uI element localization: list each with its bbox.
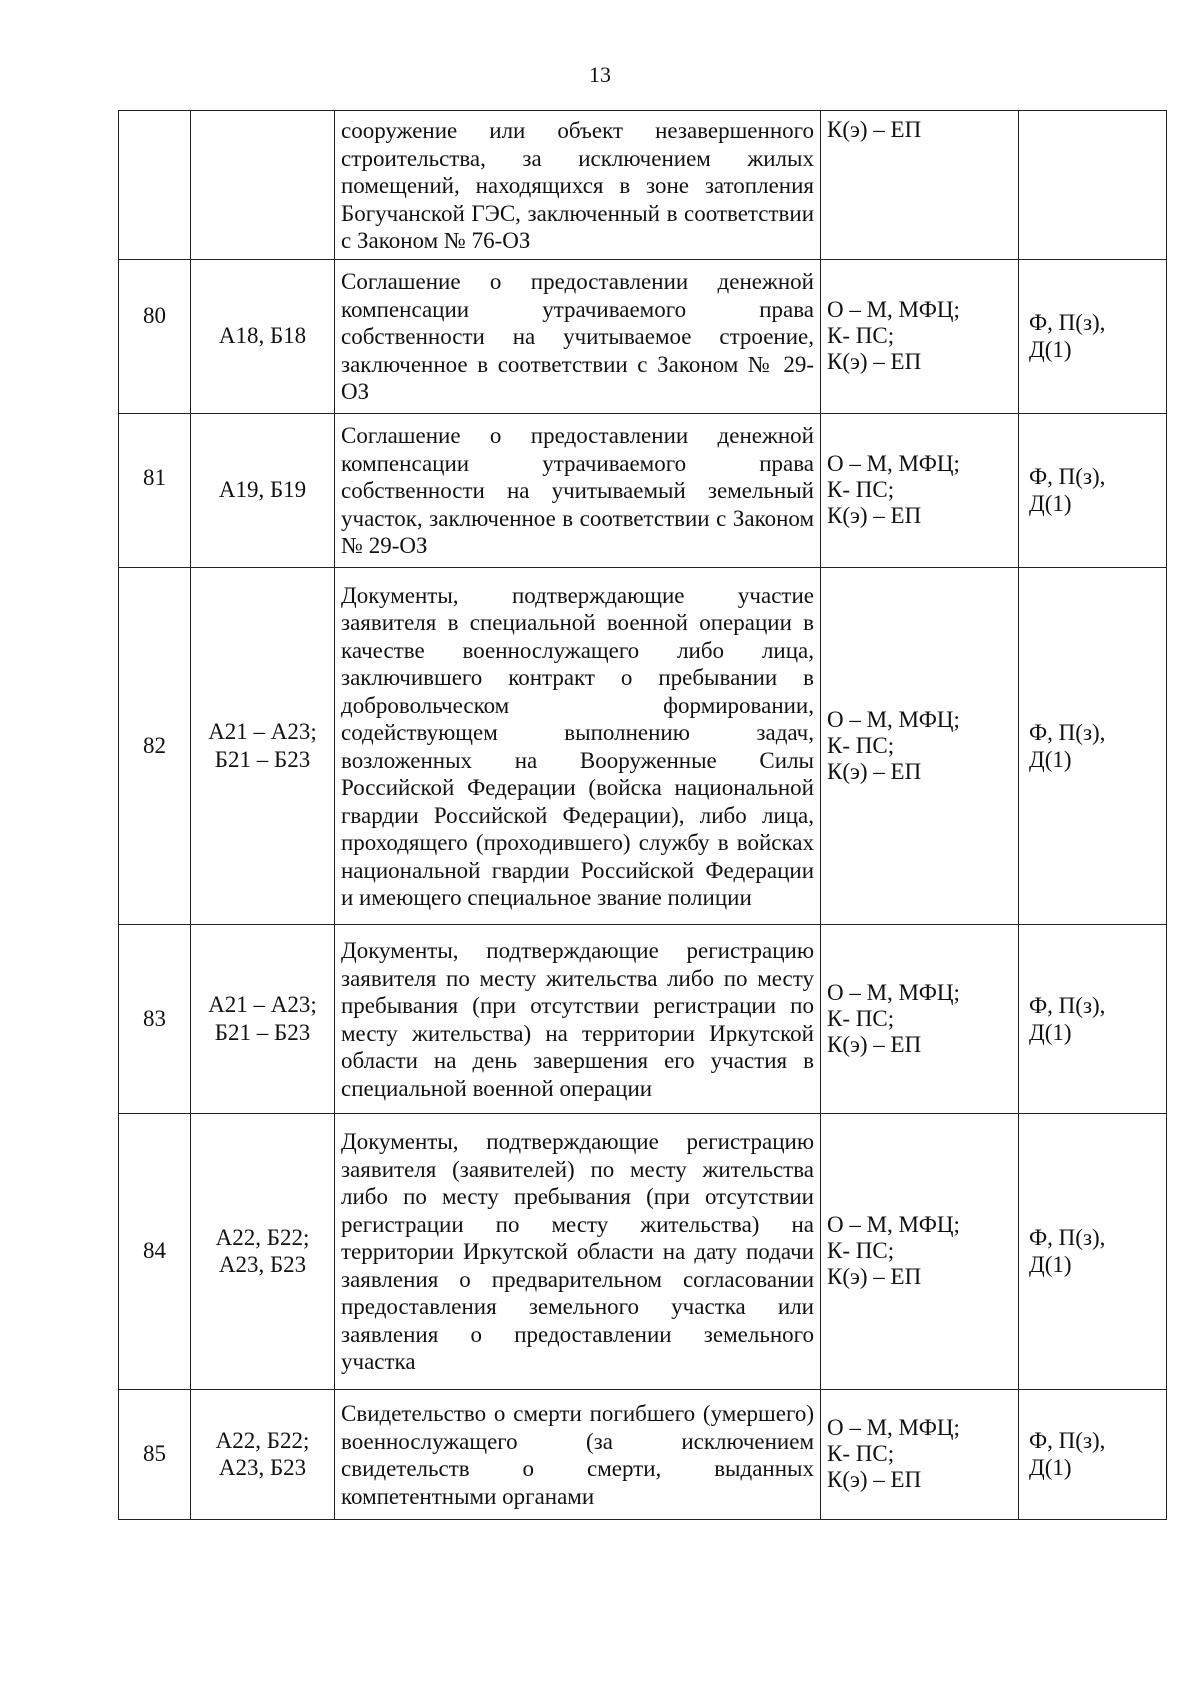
code-line: А21 – А23; <box>208 992 317 1017</box>
row-number <box>119 111 191 260</box>
submission-line: К(э) – ЕП <box>827 1264 922 1289</box>
table-row <box>119 567 1167 924</box>
row-codes <box>191 111 335 260</box>
row-form <box>1019 924 1167 1113</box>
submission-line: К(э) – ЕП <box>827 1467 922 1492</box>
form-line: Ф, П(з), <box>1029 1428 1106 1453</box>
form-line: Ф, П(з), <box>1029 464 1106 489</box>
row-form <box>1019 567 1167 924</box>
row-document: Соглашение о предоставлении денежной компенсации утрачиваемого права собственности на учитываемый земельный участок, заключенное в соответствии с Законом № 29-ОЗ <box>335 413 821 567</box>
row-document: сооружение или объект незавершенного строительства, за исключением жилых помещений, находящихся в зоне затопления Богучанской ГЭС, заключенный в соответствии с Законом № 76-ОЗ <box>335 111 821 260</box>
submission-line: О – М, МФЦ; <box>827 706 960 732</box>
submission-line: К(э) – ЕП <box>827 758 922 784</box>
row-submission <box>821 259 1019 413</box>
form-line: Ф, П(з), <box>1029 310 1106 335</box>
form-line: Д(1) <box>1029 491 1072 516</box>
table-row <box>119 1113 1167 1389</box>
row-form <box>1019 413 1167 567</box>
row-codes <box>191 259 335 413</box>
page-number: 13 <box>589 62 611 87</box>
code-line: А22, Б22; <box>215 1427 310 1453</box>
form-line: Д(1) <box>1029 1455 1072 1480</box>
row-form <box>1019 1389 1167 1519</box>
submission-line: О – М, МФЦ; <box>827 1415 960 1440</box>
row-codes <box>191 1113 335 1389</box>
form-line: Ф, П(з), <box>1029 719 1106 745</box>
documents-table <box>118 110 1167 1520</box>
row-codes <box>191 1389 335 1519</box>
submission-line: К- ПС; <box>827 1441 895 1466</box>
submission-line: К(э) – ЕП <box>827 1031 922 1057</box>
row-submission <box>821 567 1019 924</box>
row-submission <box>821 1113 1019 1389</box>
submission-line: К(э) – ЕП <box>827 349 922 374</box>
submission-line: К- ПС; <box>827 323 895 348</box>
row-number: 82 <box>119 567 191 924</box>
code-line: А21 – А23; <box>208 719 317 744</box>
row-number: 84 <box>119 1113 191 1389</box>
code-line: А18, Б18 <box>218 323 307 349</box>
submission-line: К- ПС; <box>827 1238 895 1263</box>
row-submission <box>821 924 1019 1113</box>
row-submission <box>821 1389 1019 1519</box>
submission-line: К- ПС; <box>827 477 895 502</box>
row-number: 85 <box>119 1389 191 1519</box>
row-number: 83 <box>119 924 191 1113</box>
row-document: Документы, подтверждающие регистрацию заявителя по месту жительства либо по месту пребывания (при отсутствии регистрации по месту жительства) на территории Иркутской области на день завершения его участия в специальной военной операции <box>335 924 821 1113</box>
code-line: Б21 – Б23 <box>214 746 311 772</box>
documents-table-body <box>119 111 1167 1520</box>
row-number: 81 <box>119 413 191 567</box>
form-line: Д(1) <box>1029 746 1072 772</box>
code-line: Б21 – Б23 <box>214 1019 311 1045</box>
submission-line: К(э) – ЕП <box>827 503 922 528</box>
submission-line: К(э) – ЕП <box>827 117 922 142</box>
row-submission <box>821 413 1019 567</box>
row-document: Документы, подтверждающие регистрацию заявителя (заявителей) по месту жительства либо по месту пребывания (при отсутствии регистрации по месту жительства) на территории Иркутской области на дату подачи заявления о предварительном согласовании предоставления земельного участка или заявления о предоставлении земельного участка <box>335 1113 821 1389</box>
submission-line: О – М, МФЦ; <box>827 297 960 322</box>
row-codes <box>191 567 335 924</box>
submission-line: К- ПС; <box>827 1005 895 1031</box>
row-codes <box>191 924 335 1113</box>
table-row <box>119 413 1167 567</box>
row-form <box>1019 1113 1167 1389</box>
submission-line: К- ПС; <box>827 732 895 758</box>
table-row <box>119 924 1167 1113</box>
code-line: А23, Б23 <box>218 1252 307 1277</box>
row-form <box>1019 111 1167 260</box>
code-line: А19, Б19 <box>218 477 307 503</box>
row-document: Документы, подтверждающие участие заявителя в специальной военной операции в качестве военнослужащего либо лица, заключившего контракт о пребывании в добровольческом формировании, содействующем выполнению задач, возложенных на Вооруженные Силы Российской Федерации (войска национальной гвардии Российской Федерации), либо лица, проходящего (проходившего) службу в войсках национальной гвардии Российской Федерации и имеющего специальное звание полиции <box>335 567 821 924</box>
form-line: Ф, П(з), <box>1029 992 1106 1018</box>
submission-line: О – М, МФЦ; <box>827 1212 960 1237</box>
form-line: Ф, П(з), <box>1029 1225 1106 1250</box>
table-row <box>119 111 1167 260</box>
form-line: Д(1) <box>1029 337 1072 362</box>
row-codes <box>191 413 335 567</box>
form-line: Д(1) <box>1029 1019 1072 1045</box>
row-form <box>1019 259 1167 413</box>
row-document: Свидетельство о смерти погибшего (умершего) военнослужащего (за исключением свидетельств о смерти, выданных компетентными органами <box>335 1389 821 1519</box>
code-line: А23, Б23 <box>218 1455 307 1480</box>
table-row <box>119 1389 1167 1519</box>
form-line: Д(1) <box>1029 1252 1072 1277</box>
row-document: Соглашение о предоставлении денежной компенсации утрачиваемого права собственности на учитываемое строение, заключенное в соответствии с Законом № 29-ОЗ <box>335 259 821 413</box>
code-line: А22, Б22; <box>215 1224 310 1250</box>
table-row <box>119 259 1167 413</box>
row-number: 80 <box>119 259 191 413</box>
submission-line: О – М, МФЦ; <box>827 451 960 476</box>
submission-line: О – М, МФЦ; <box>827 979 960 1005</box>
row-submission <box>821 111 1019 260</box>
